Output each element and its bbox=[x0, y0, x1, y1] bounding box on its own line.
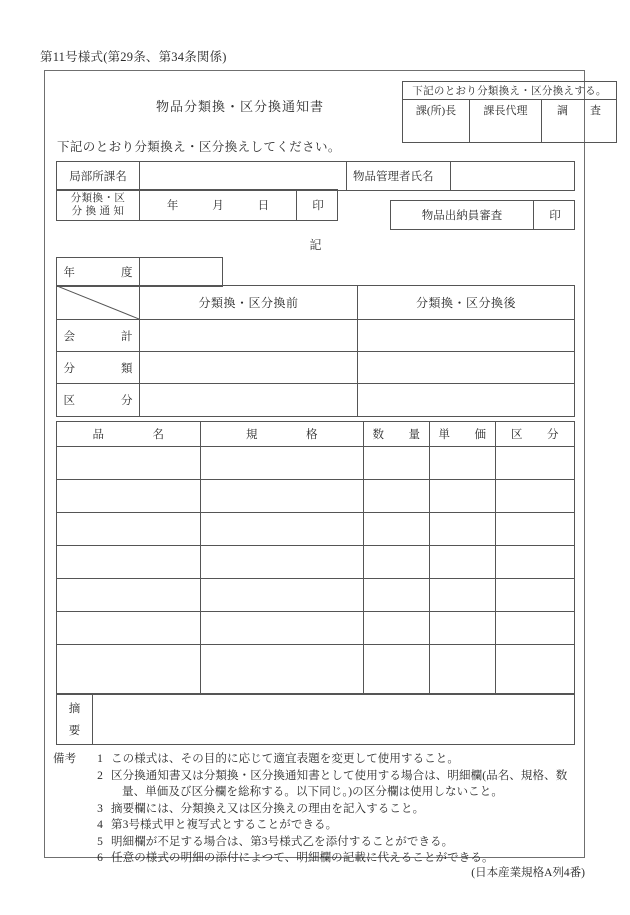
remarks-box bbox=[56, 693, 575, 745]
note-spacer bbox=[89, 784, 111, 801]
year-unit-label: 年 bbox=[166, 200, 179, 212]
remarks-label-char2: 要 bbox=[68, 725, 81, 737]
diagonal-divider-cell bbox=[57, 286, 140, 320]
paper-size-note: (日本産業規格A列4番) bbox=[471, 867, 585, 879]
note-item bbox=[53, 817, 578, 834]
compare-row-label: 分 類 bbox=[57, 352, 140, 384]
notification-label-line1: 分類換・区 bbox=[70, 193, 126, 204]
note-text: 明細欄が不足する場合は、第3号様式乙を添付することができる。 bbox=[111, 835, 454, 848]
form-outer-frame bbox=[44, 70, 607, 864]
cell-category[interactable] bbox=[496, 546, 574, 578]
cell-item-name[interactable] bbox=[57, 612, 201, 644]
approval-column-inspection[interactable]: 調 査 bbox=[557, 105, 601, 117]
goods-manager-name-field[interactable] bbox=[451, 162, 576, 190]
detail-header-unit-price: 単 価 bbox=[430, 422, 496, 446]
detail-header-specification: 規 格 bbox=[201, 422, 364, 446]
table-row bbox=[57, 513, 574, 546]
notification-label-line2: 分 換 通 知 bbox=[71, 206, 125, 217]
note-spacer bbox=[53, 834, 89, 851]
cell-unit-price[interactable] bbox=[430, 612, 496, 644]
cell-quantity[interactable] bbox=[364, 546, 430, 578]
cell-specification[interactable] bbox=[201, 579, 364, 611]
note-number: 4 bbox=[97, 819, 103, 831]
department-name-field[interactable] bbox=[140, 162, 347, 190]
diagonal-line-icon bbox=[57, 286, 139, 319]
cell-unit-price[interactable] bbox=[430, 546, 496, 578]
compare-before-field[interactable] bbox=[140, 320, 358, 352]
ki-marker: 記 bbox=[309, 238, 322, 252]
cell-specification[interactable] bbox=[201, 612, 364, 644]
note-item bbox=[53, 751, 578, 768]
compare-before-field[interactable] bbox=[140, 384, 358, 416]
table-row bbox=[57, 579, 574, 612]
remarks-label-char1: 摘 bbox=[68, 703, 81, 715]
cell-unit-price[interactable] bbox=[430, 513, 496, 545]
cell-quantity[interactable] bbox=[364, 480, 430, 512]
note-number: 3 bbox=[97, 802, 103, 815]
document-title: 物品分類換・区分換通知書 bbox=[155, 99, 324, 114]
note-spacer bbox=[53, 784, 89, 801]
approval-box-title: 下記のとおり分類換え・区分換えする。 bbox=[403, 82, 616, 100]
fiscal-year-field[interactable] bbox=[140, 258, 224, 286]
table-row bbox=[57, 612, 574, 645]
compare-row-label: 会 計 bbox=[57, 320, 140, 352]
cell-item-name[interactable] bbox=[57, 579, 201, 611]
cell-item-name[interactable] bbox=[57, 480, 201, 512]
note-text: 量、単価及び区分欄を総称する。以下同じ。)の区分欄は使用しないこと。 bbox=[122, 786, 503, 798]
compare-after-field[interactable] bbox=[358, 320, 574, 352]
note-text: この様式は、その目的に応じて適宜表題を変更して使用すること。 bbox=[111, 753, 459, 765]
approval-column-deputy-chief[interactable]: 課長代理 bbox=[470, 100, 542, 143]
cell-quantity[interactable] bbox=[364, 447, 430, 479]
fiscal-year-label: 年 度 bbox=[57, 258, 140, 286]
table-row bbox=[57, 480, 574, 513]
notification-date-row bbox=[56, 189, 338, 221]
remarks-field[interactable] bbox=[93, 694, 574, 744]
cell-specification[interactable] bbox=[201, 546, 364, 578]
compare-after-field[interactable] bbox=[358, 384, 574, 416]
notification-label bbox=[57, 190, 140, 220]
compare-row-label: 区 分 bbox=[57, 384, 140, 416]
note-item bbox=[53, 834, 578, 851]
detail-header-quantity: 数 量 bbox=[364, 422, 430, 446]
note-item bbox=[53, 801, 578, 818]
notification-date-field[interactable] bbox=[140, 190, 297, 220]
remarks-label bbox=[57, 694, 93, 744]
note-spacer bbox=[53, 817, 89, 834]
approval-stamp-box bbox=[402, 81, 617, 143]
cell-category[interactable] bbox=[496, 579, 574, 611]
cell-item-name[interactable] bbox=[57, 513, 201, 545]
inspector-review-box bbox=[390, 200, 575, 230]
approval-column-section-chief[interactable]: 課(所)長 bbox=[403, 100, 470, 143]
goods-manager-name-label: 物品管理者氏名 bbox=[347, 162, 451, 190]
item-detail-table bbox=[56, 421, 575, 695]
cell-category[interactable] bbox=[496, 447, 574, 479]
detail-header-row bbox=[57, 422, 574, 447]
note-number: 5 bbox=[97, 835, 103, 848]
table-row bbox=[57, 645, 574, 695]
note-item bbox=[53, 768, 578, 785]
cell-unit-price[interactable] bbox=[430, 480, 496, 512]
compare-row-accounting bbox=[57, 320, 574, 352]
cell-quantity[interactable] bbox=[364, 579, 430, 611]
cell-unit-price[interactable] bbox=[430, 579, 496, 611]
note-spacer bbox=[53, 801, 89, 818]
note-item-continuation bbox=[53, 784, 578, 801]
compare-after-field[interactable] bbox=[358, 352, 574, 384]
compare-before-field[interactable] bbox=[140, 352, 358, 384]
cell-category[interactable] bbox=[496, 480, 574, 512]
note-number: 2 bbox=[97, 769, 103, 782]
table-row bbox=[57, 447, 574, 480]
fiscal-year-box bbox=[56, 257, 223, 287]
instruction-text: 下記のとおり分類換え・区分換えしてください。 bbox=[57, 140, 341, 154]
cell-category[interactable] bbox=[496, 513, 574, 545]
note-number: 1 bbox=[97, 753, 103, 765]
compare-header-before: 分類換・区分換前 bbox=[140, 286, 358, 320]
note-text: 区分換通知書又は分類換・区分換通知書として使用する場合は、明細欄(品名、規格、数 bbox=[111, 769, 568, 782]
note-spacer bbox=[53, 768, 89, 785]
note-text: 任意の様式の明細の添付によつて、明細欄の記載に代えることができる。 bbox=[111, 852, 494, 864]
cell-item-name[interactable] bbox=[57, 645, 201, 695]
month-unit-label: 月 bbox=[212, 200, 224, 212]
cell-specification[interactable] bbox=[201, 513, 364, 545]
identity-row bbox=[56, 161, 575, 191]
compare-row-classification bbox=[57, 352, 574, 384]
cell-quantity[interactable] bbox=[364, 513, 430, 545]
note-text: 第3号様式甲と複写式とすることができる。 bbox=[111, 819, 338, 831]
cell-item-name[interactable] bbox=[57, 546, 201, 578]
cell-specification[interactable] bbox=[201, 480, 364, 512]
cell-category[interactable] bbox=[496, 612, 574, 644]
notification-seal-box[interactable]: 印 bbox=[312, 200, 324, 212]
notes-heading: 備考 bbox=[53, 753, 77, 765]
department-name-label: 局部所課名 bbox=[57, 162, 140, 190]
inspector-review-label: 物品出納員審査 bbox=[391, 201, 534, 229]
compare-row-category bbox=[57, 384, 574, 416]
note-number: 6 bbox=[97, 852, 103, 864]
cell-specification[interactable] bbox=[201, 645, 364, 695]
note-text: 摘要欄には、分類換え又は区分換えの理由を記入すること。 bbox=[111, 802, 425, 815]
inspector-seal-box[interactable]: 印 bbox=[549, 210, 561, 222]
classification-compare-table bbox=[56, 285, 575, 417]
form-number: 第11号様式(第29条、第34条関係) bbox=[40, 50, 227, 64]
compare-header-after: 分類換・区分換後 bbox=[358, 286, 574, 320]
cell-quantity[interactable] bbox=[364, 612, 430, 644]
detail-header-category: 区 分 bbox=[511, 429, 559, 441]
cell-unit-price[interactable] bbox=[430, 447, 496, 479]
cell-quantity[interactable] bbox=[364, 645, 430, 695]
cell-category[interactable] bbox=[496, 645, 574, 695]
cell-unit-price[interactable] bbox=[430, 645, 496, 695]
table-row bbox=[57, 546, 574, 579]
notes-block bbox=[53, 751, 578, 867]
day-unit-label: 日 bbox=[257, 200, 270, 212]
detail-header-item-name: 品 名 bbox=[57, 422, 201, 446]
cell-item-name[interactable] bbox=[57, 447, 201, 479]
cell-specification[interactable] bbox=[201, 447, 364, 479]
